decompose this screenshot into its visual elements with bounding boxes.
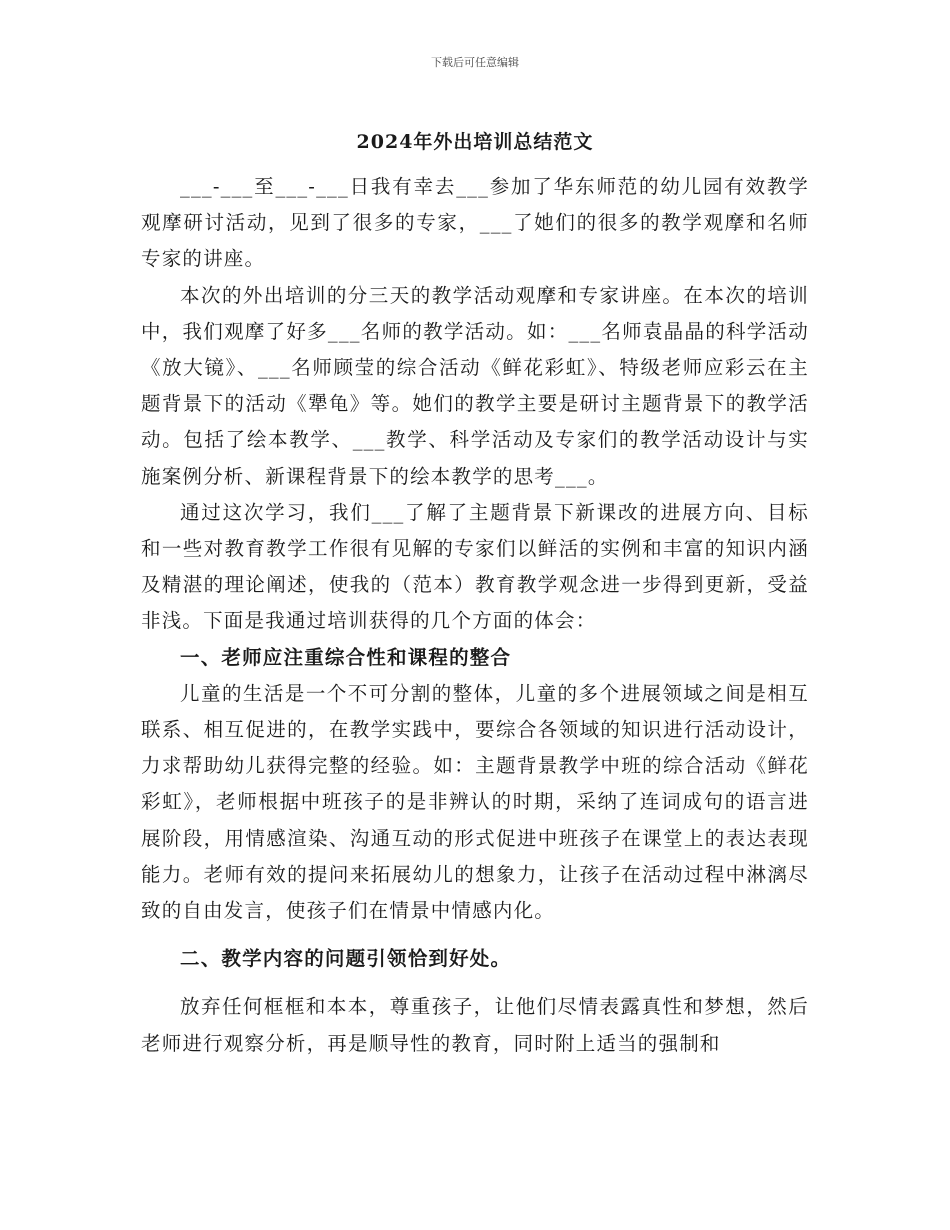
- paragraph-training-overview: 本次的外出培训的分三天的教学活动观摩和专家讲座。在本次的培训中，我们观摩了好多___名师的教学活动。如：___名师袁晶晶的科学活动《放大镜》、___名师顾莹的综合活动《鲜花彩虹》、特级老师应彩云在主题背景下的活动《犟龟》等。她们的教学主要是研讨主题背景下的教学活动。包括了绘本教学、___教学、科学活动及专家们的教学活动设计与实施案例分析、新课程背景下的绘本教学的思考___。: [141, 283, 809, 488]
- section-2-paragraph: 放弃任何框框和本本，尊重孩子，让他们尽情表露真性和梦想，然后老师进行观察分析，再是顺导性的教育，同时附上适当的强制和: [141, 995, 809, 1055]
- document-title: 2024年外出培训总结范文: [356, 131, 594, 153]
- paragraph-learning-summary: 通过这次学习，我们___了解了主题背景下新课改的进展方向、目标和一些对教育教学工作很有见解的专家们以鲜活的实例和丰富的知识内涵及精湛的理论阐述，使我的（范本）教育教学观念进一步得到更新，受益非浅。下面是我通过培训获得的几个方面的体会：: [141, 500, 809, 633]
- section-1-paragraph: 儿童的生活是一个不可分割的整体，儿童的多个进展领域之间是相互联系、相互促进的，在教学实践中，要综合各领域的知识进行活动设计，力求帮助幼儿获得完整的经验。如：主题背景教学中班的综合活动《鲜花彩虹》，老师根据中班孩子的是非辨认的时期，采纳了连词成句的语言进展阶段，用情感渲染、沟通互动的形式促进中班孩子在课堂上的表达表现能力。老师有效的提问来拓展幼儿的想象力，让孩子在活动过程中淋漓尽致的自由发言，使孩子们在情景中情感内化。: [141, 681, 809, 923]
- section-heading-1: 一、老师应注重综合性和课程的整合: [180, 645, 512, 669]
- document-body: [141, 169, 809, 1062]
- page-header-note: 下载后可任意编辑: [431, 56, 519, 69]
- paragraph-intro: ___-___至___-___日我有幸去___参加了华东师范的幼儿园有效教学观摩研讨活动，见到了很多的专家，___了她们的很多的教学观摩和名师专家的讲座。: [141, 175, 809, 271]
- section-heading-2: 二、教学内容的问题引领恰到好处。: [180, 947, 512, 971]
